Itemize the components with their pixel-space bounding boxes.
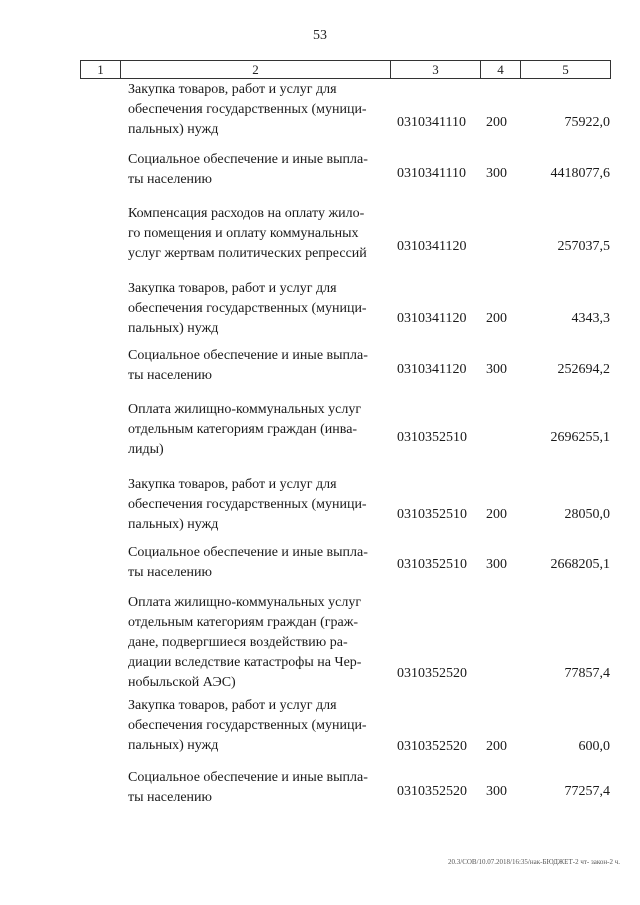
description-line: пальных) нужд xyxy=(128,517,219,532)
row-expense-type: 200 xyxy=(486,311,507,326)
row-sum: 75922,0 xyxy=(564,115,610,130)
description-line: пальных) нужд xyxy=(128,321,219,336)
row-description xyxy=(128,543,390,583)
description-line: обеспечения государственных (муници- xyxy=(128,718,367,733)
description-line: пальных) нужд xyxy=(128,122,219,137)
row-sum: 4418077,6 xyxy=(550,166,610,181)
row-description xyxy=(128,279,390,339)
description-line: Оплата жилищно-коммунальных услуг xyxy=(128,402,362,417)
row-code: 0310352520 xyxy=(397,784,467,799)
description-line: пальных) нужд xyxy=(128,738,219,753)
row-code: 0310352510 xyxy=(397,507,467,522)
description-line: ты населению xyxy=(128,565,212,580)
row-description xyxy=(128,400,390,460)
column-header-5: 5 xyxy=(521,61,611,79)
column-header-1: 1 xyxy=(81,61,121,79)
description-line: Социальное обеспечение и иные выпла- xyxy=(128,348,368,363)
description-line: дане, подвергшиеся воздействию ра- xyxy=(128,635,348,650)
row-sum: 2668205,1 xyxy=(550,557,610,572)
row-expense-type: 300 xyxy=(486,166,507,181)
row-expense-type: 200 xyxy=(486,115,507,130)
description-line: лиды) xyxy=(128,442,164,457)
description-line: ты населению xyxy=(128,368,212,383)
row-sum: 28050,0 xyxy=(564,507,610,522)
row-description xyxy=(128,204,390,264)
column-header-3: 3 xyxy=(391,61,481,79)
page-number: 53 xyxy=(313,28,327,43)
description-line: Закупка товаров, работ и услуг для xyxy=(128,82,337,97)
row-sum: 252694,2 xyxy=(557,362,610,377)
column-header-2: 2 xyxy=(121,61,391,79)
description-line: Социальное обеспечение и иные выпла- xyxy=(128,545,368,560)
row-code: 0310341110 xyxy=(397,115,466,130)
row-description xyxy=(128,593,390,693)
row-sum: 77857,4 xyxy=(564,666,610,681)
description-line: Оплата жилищно-коммунальных услуг xyxy=(128,595,362,610)
row-code: 0310341120 xyxy=(397,311,467,326)
description-line: Закупка товаров, работ и услуг для xyxy=(128,281,337,296)
description-line: обеспечения государственных (муници- xyxy=(128,301,367,316)
row-code: 0310341110 xyxy=(397,166,466,181)
row-code: 0310352520 xyxy=(397,739,467,754)
description-line: обеспечения государственных (муници- xyxy=(128,497,367,512)
row-code: 0310341120 xyxy=(397,239,467,254)
row-description xyxy=(128,696,390,756)
description-line: нобыльской АЭС) xyxy=(128,675,236,690)
description-line: Социальное обеспечение и иные выпла- xyxy=(128,770,368,785)
description-line: отдельным категориям граждан (граж- xyxy=(128,615,359,630)
column-header-row xyxy=(80,60,611,79)
row-sum: 4343,3 xyxy=(571,311,610,326)
description-line: Компенсация расходов на оплату жило- xyxy=(128,206,365,221)
description-line: ты населению xyxy=(128,790,212,805)
description-line: Закупка товаров, работ и услуг для xyxy=(128,698,337,713)
description-line: ты населению xyxy=(128,172,212,187)
row-expense-type: 300 xyxy=(486,557,507,572)
description-line: го помещения и оплату коммунальных xyxy=(128,226,359,241)
column-header-4: 4 xyxy=(481,61,521,79)
row-description xyxy=(128,475,390,535)
row-sum: 257037,5 xyxy=(557,239,610,254)
row-description xyxy=(128,150,390,190)
row-sum: 77257,4 xyxy=(564,784,610,799)
description-line: Закупка товаров, работ и услуг для xyxy=(128,477,337,492)
description-line: диации вследствие катастрофы на Чер- xyxy=(128,655,362,670)
row-expense-type: 200 xyxy=(486,507,507,522)
row-code: 0310341120 xyxy=(397,362,467,377)
row-expense-type: 300 xyxy=(486,362,507,377)
row-code: 0310352510 xyxy=(397,430,467,445)
row-code: 0310352510 xyxy=(397,557,467,572)
document-footer-stamp: 20.3/СОВ/10.07.2018/16:35/нак-БЮДЖЕТ-2 чт- закон-2 ч. xyxy=(448,858,620,866)
row-sum: 600,0 xyxy=(578,739,610,754)
row-sum: 2696255,1 xyxy=(550,430,610,445)
description-line: услуг жертвам политических репрессий xyxy=(128,246,367,261)
row-expense-type: 300 xyxy=(486,784,507,799)
row-description xyxy=(128,768,390,808)
description-line: обеспечения государственных (муници- xyxy=(128,102,367,117)
row-code: 0310352520 xyxy=(397,666,467,681)
row-description xyxy=(128,80,390,140)
description-line: отдельным категориям граждан (инва- xyxy=(128,422,358,437)
row-description xyxy=(128,346,390,386)
row-expense-type: 200 xyxy=(486,739,507,754)
description-line: Социальное обеспечение и иные выпла- xyxy=(128,152,368,167)
